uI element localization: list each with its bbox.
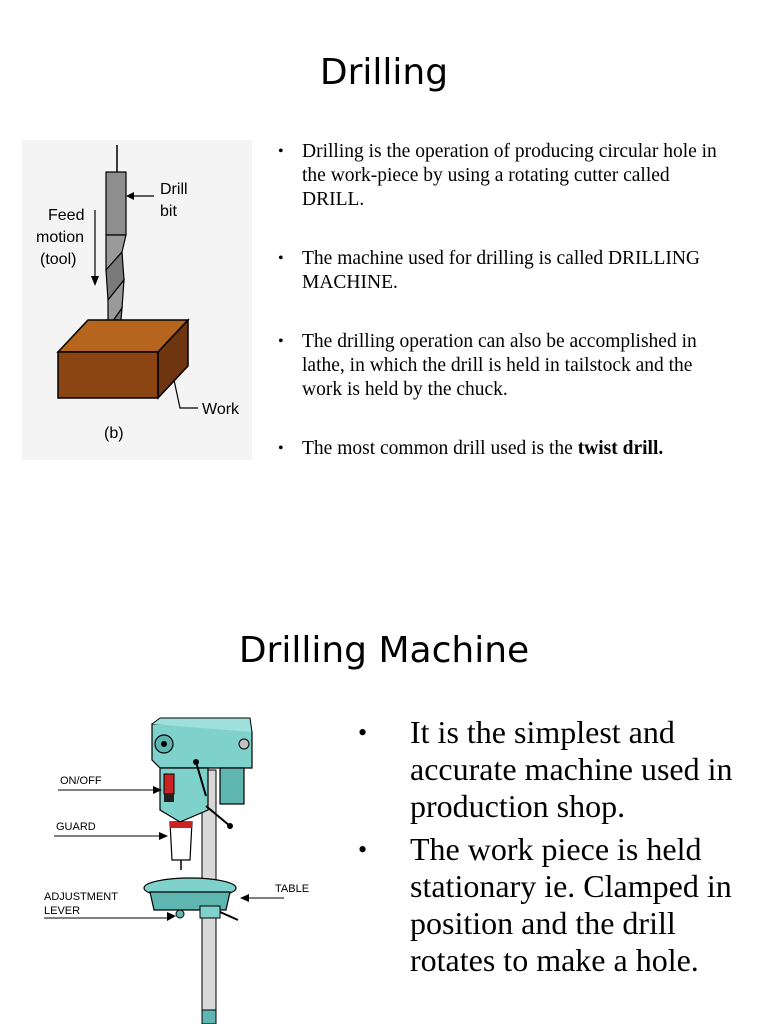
drilling-bullet-list <box>278 140 728 496</box>
bullet-icon: • <box>278 143 284 160</box>
guard-label: GUARD <box>56 821 96 833</box>
bullet-text: The work piece is held stationary ie. Clamped in position and the drill rotates to make a hole. <box>410 831 732 978</box>
list-item <box>358 714 748 825</box>
bullet-text: The most common drill used is the <box>302 438 578 459</box>
feed-motion-label-2: motion <box>36 229 85 246</box>
bullet-text: Drilling is the operation of producing circular hole in the work-piece by using a rotating cutter called DRILL. <box>302 141 717 210</box>
list-item <box>358 831 748 979</box>
list-item <box>278 247 728 295</box>
list-item <box>278 437 728 461</box>
twist-drill-figure <box>22 140 252 460</box>
feed-motion-label: Feed <box>48 207 85 224</box>
drill-press-figure <box>20 710 320 1024</box>
bullet-icon: • <box>278 333 284 350</box>
slide-title: Drilling <box>319 52 449 93</box>
bullet-icon: • <box>358 835 368 864</box>
bullet-text: The drilling operation can also be accomplished in lathe, in which the drill is held in tailstock and the work is held by the chuck. <box>302 331 697 400</box>
bullet-text: The machine used for drilling is called DRILLING MACHINE. <box>302 248 701 293</box>
on-off-label: ON/OFF <box>60 775 102 787</box>
bullet-icon: • <box>358 718 368 747</box>
feed-motion-label-3: (tool) <box>40 251 77 268</box>
drill-bit-label: Drill <box>160 181 188 198</box>
bullet-icon: • <box>278 250 284 267</box>
figure-b-label: (b) <box>104 425 124 442</box>
list-item <box>278 330 728 402</box>
adjustment-lever-label-2: LEVER <box>44 905 81 917</box>
machine-bullet-list <box>358 714 748 985</box>
bullet-text: It is the simplest and accurate machine used in production shop. <box>410 714 733 824</box>
work-label: Work <box>202 401 240 418</box>
drill-bit-label-2: bit <box>160 203 177 220</box>
adjustment-lever-label: ADJUSTMENT <box>44 891 118 903</box>
bullet-bold-text: twist drill. <box>577 438 664 459</box>
list-item <box>278 140 728 212</box>
bullet-icon: • <box>278 440 284 457</box>
slide-title: Drilling Machine <box>238 630 530 671</box>
table-label: TABLE <box>275 883 310 895</box>
